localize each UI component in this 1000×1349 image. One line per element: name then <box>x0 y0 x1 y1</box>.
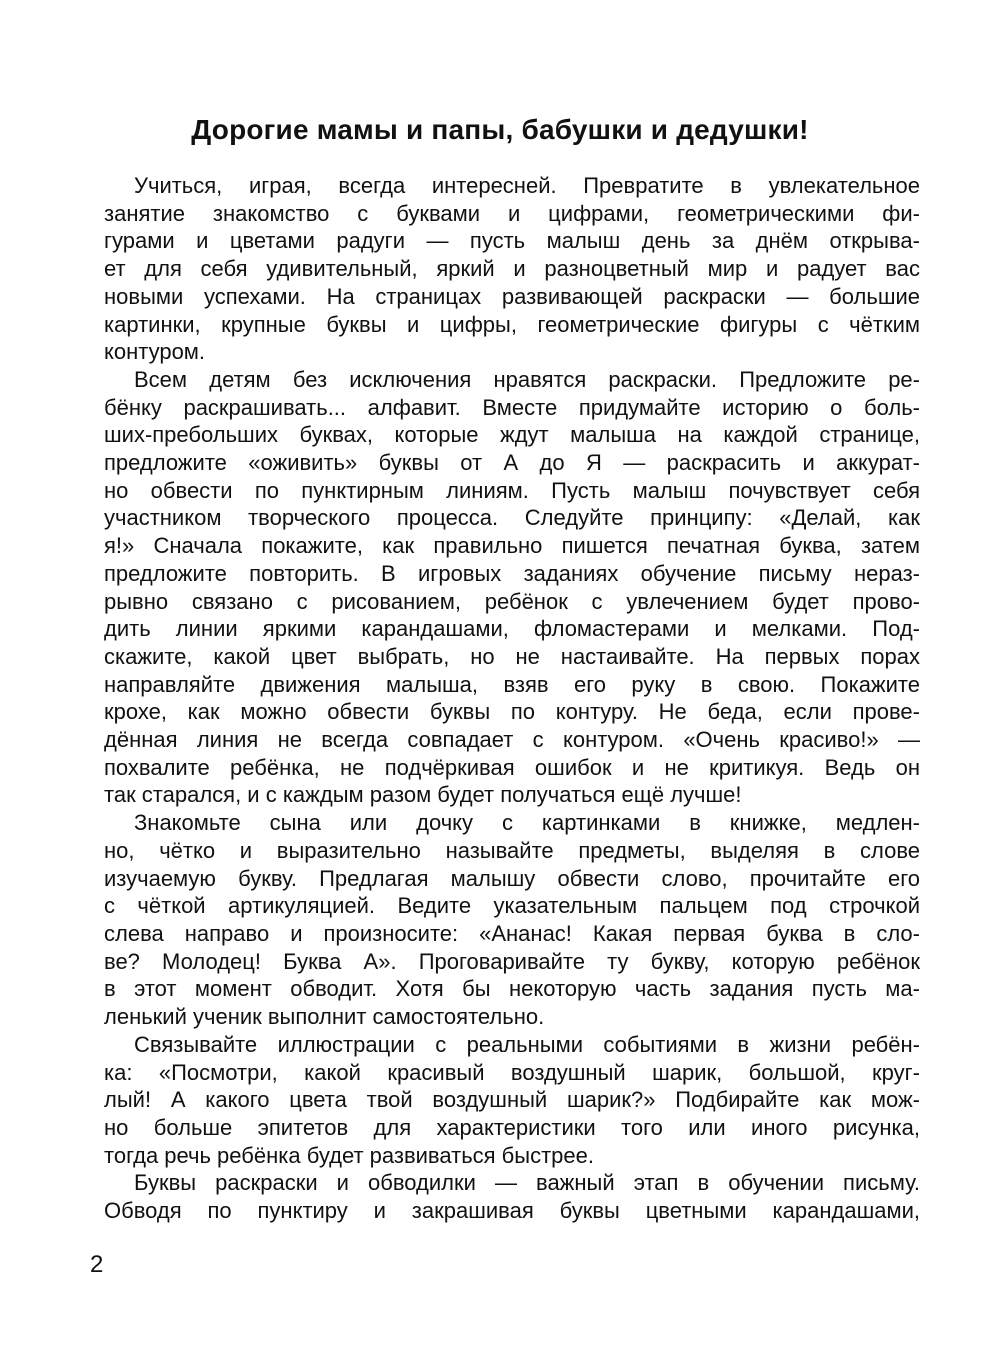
text-line: Знакомьте сына или дочку с картинками в книжке, медлен- <box>134 810 920 836</box>
text-line: лый! А какого цвета твой воздушный шарик?» Подбирайте как мож- <box>104 1087 920 1113</box>
text-line: занятие знакомство с буквами и цифрами, геометрическими фи- <box>104 200 920 226</box>
text-line: Учиться, играя, всегда интересней. Превратите в увлекательное <box>134 173 920 198</box>
paragraph-5 <box>104 1169 920 1224</box>
text-line: гурами и цветами радуги — пусть малыш день за днём открыва- <box>104 228 920 254</box>
text-line: так старался, и с каждым разом будет получаться ещё лучше! <box>104 782 742 808</box>
text-line: ленький ученик выполнит самостоятельно. <box>104 1004 545 1030</box>
text-line: бёнку раскрашивать... алфавит. Вместе придумайте историю о боль- <box>104 394 920 420</box>
text-line: тогда речь ребёнка будет развиваться быстрее. <box>104 1142 594 1168</box>
text-line: слева направо и произносите: «Ананас! Какая первая буква в сло- <box>104 920 920 946</box>
paragraph-3 <box>104 809 920 1031</box>
text-line: направляйте движения малыша, взяв его руку в свою. Покажите <box>104 671 920 697</box>
paragraph-4 <box>104 1031 920 1170</box>
text-line: крохе, как можно обвести буквы по контуру. Не беда, если прове- <box>104 699 920 725</box>
body-text <box>104 172 920 1225</box>
text-line: предложите повторить. В игровых заданиях обучение письму нераз- <box>104 560 920 586</box>
text-line: новыми успехами. На страницах развивающей раскраски — большие <box>104 283 920 309</box>
text-line: ве? Молодец! Буква А». Проговаривайте ту букву, которую ребёнок <box>104 948 920 974</box>
paragraph-2 <box>104 366 920 809</box>
text-line: предложите «оживить» буквы от А до Я — раскрасить и аккурат- <box>104 450 920 476</box>
text-line: дить линии яркими карандашами, фломастерами и мелками. Под- <box>104 616 920 642</box>
text-line: Связывайте иллюстрации с реальными событиями в жизни ребён- <box>134 1031 920 1057</box>
text-line: я!» Сначала покажите, как правильно пишется печатная буква, затем <box>104 533 920 559</box>
text-line: ет для себя удивительный, яркий и разноцветный мир и радует вас <box>104 256 920 282</box>
text-line: похвалите ребёнка, не подчёркивая ошибок и не критикуя. Ведь он <box>104 754 920 780</box>
text-line: участником творческого процесса. Следуйте принципу: «Делай, как <box>104 505 920 531</box>
text-line: но больше эпитетов для характеристики того или иного рисунка, <box>104 1114 920 1140</box>
text-line: Всем детям без исключения нравятся раскраски. Предложите ре- <box>134 366 920 392</box>
text-line: ших-пребольших буквах, которые ждут малыша на каждой странице, <box>104 422 920 448</box>
text-line: Обводя по пунктиру и закрашивая буквы цветными карандашами, <box>104 1198 920 1224</box>
page-number: 2 <box>90 1251 104 1278</box>
paragraph-1 <box>104 172 920 366</box>
text-line: но обвести по пунктирным линиям. Пусть малыш почувствует себя <box>104 477 920 503</box>
text-line: Буквы раскраски и обводилки — важный этап в обучении письму. <box>134 1170 920 1196</box>
text-line: с чёткой артикуляцией. Ведите указательным пальцем под строчкой <box>104 893 920 919</box>
text-line: скажите, какой цвет выбрать, но не настаивайте. На первых порах <box>104 643 920 669</box>
text-line: контуром. <box>104 339 206 365</box>
text-line: ка: «Посмотри, какой красивый воздушный шарик, большой, круг- <box>104 1059 920 1085</box>
text-line: но, чётко и выразительно называйте предметы, выделяя в слове <box>104 837 920 863</box>
text-line: картинки, крупные буквы и цифры, геометрические фигуры с чётким <box>104 311 920 337</box>
page-title: Дорогие мамы и папы, бабушки и дедушки! <box>191 114 809 145</box>
text-line: рывно связано с рисованием, ребёнок с увлечением будет прово- <box>104 588 920 614</box>
text-line: изучаемую букву. Предлагая малышу обвести слово, прочитайте его <box>104 865 920 891</box>
text-line: в этот момент обводит. Хотя бы некоторую часть задания пусть ма- <box>104 976 920 1002</box>
text-line: дённая линия не всегда совпадает с контуром. «Очень красиво!» — <box>104 727 920 753</box>
